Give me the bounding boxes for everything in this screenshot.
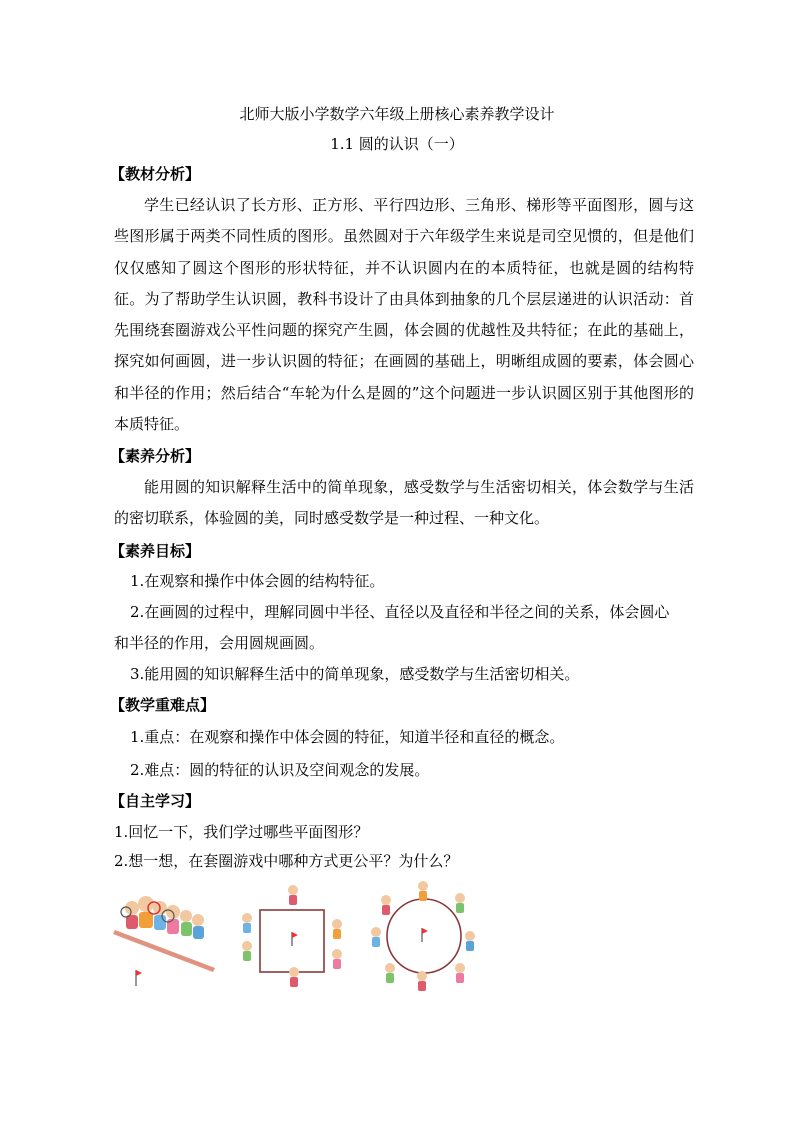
child-group-icon (121, 896, 204, 939)
flag-icon (136, 970, 142, 986)
heading-literacy-goals: 【素养目标】 (110, 542, 201, 560)
flag-icon (422, 928, 428, 942)
flag-icon (292, 932, 298, 946)
square-arrangement-panel (242, 885, 342, 987)
heading-literacy-analysis: 【素养分析】 (110, 447, 201, 465)
literacy-analysis-text: 能用圆的知识解释生活中的简单现象，感受数学与生活密切相关，体会数学与生活的密切联系，体验圆的美，同时感受数学是一种过程、一种文化。 (114, 478, 694, 528)
goal-item-1: 1.在观察和操作中体会圆的结构特征。 (130, 572, 385, 590)
goal-item-3: 3.能用圆的知识解释生活中的简单现象，感受数学与生活密切相关。 (130, 665, 580, 683)
self-study-question-2: 2.想一想，在套圈游戏中哪种方式更公平？为什么？ (114, 852, 459, 870)
heading-self-study: 【自主学习】 (110, 792, 201, 810)
lesson-title: 1.1 圆的认识（一） (330, 135, 464, 153)
self-study-question-1: 1.回忆一下，我们学过哪些平面图形？ (114, 823, 369, 841)
key-point-2: 2.难点：圆的特征的认识及空间观念的发展。 (130, 761, 430, 779)
heading-material-analysis: 【教材分析】 (110, 165, 201, 183)
circle-arrangement-panel (371, 881, 475, 991)
heading-key-points: 【教学重难点】 (110, 696, 216, 714)
line-arrangement-panel (113, 896, 215, 986)
material-analysis-text: 学生已经认识了长方形、正方形、平行四边形、三角形、梯形等平面图形，圆与这些图形属于两类不同性质的图形。虽然圆对于六年级学生来说是司空见惯的，但是他们仅仅感知了圆这个图形的形状特征，并不认识圆内在的本质特征，也就是圆的结构特征。为了帮助学生认识圆，教科书设计了由具体到抽象的几个层层递进的认识活动：首先围绕套圈游戏公平性问题的探究产生圆，体会圆的优越性及共特征；在此的基础上，探究如何画圆，进一步认识圆的特征；在画圆的基础上，明晰组成圆的要素，体会圆心和半径的作用；然后结合“车轮为什么是圆的”这个问题进一步认识圆区别于其他图形的本质特征。 (114, 196, 694, 434)
goal-item-2-line-2: 和半径的作用，会用圆规画圆。 (114, 634, 325, 652)
document-title: 北师大版小学数学六年级上册核心素养教学设计 (239, 105, 555, 123)
goal-item-2-line-1: 2.在画圆的过程中，理解同圆中半径、直径以及直径和半径之间的关系，体会圆心 (130, 603, 670, 621)
key-point-1: 1.重点：在观察和操作中体会圆的特征，知道半径和直径的概念。 (130, 728, 565, 746)
ring-toss-illustration (110, 872, 480, 992)
